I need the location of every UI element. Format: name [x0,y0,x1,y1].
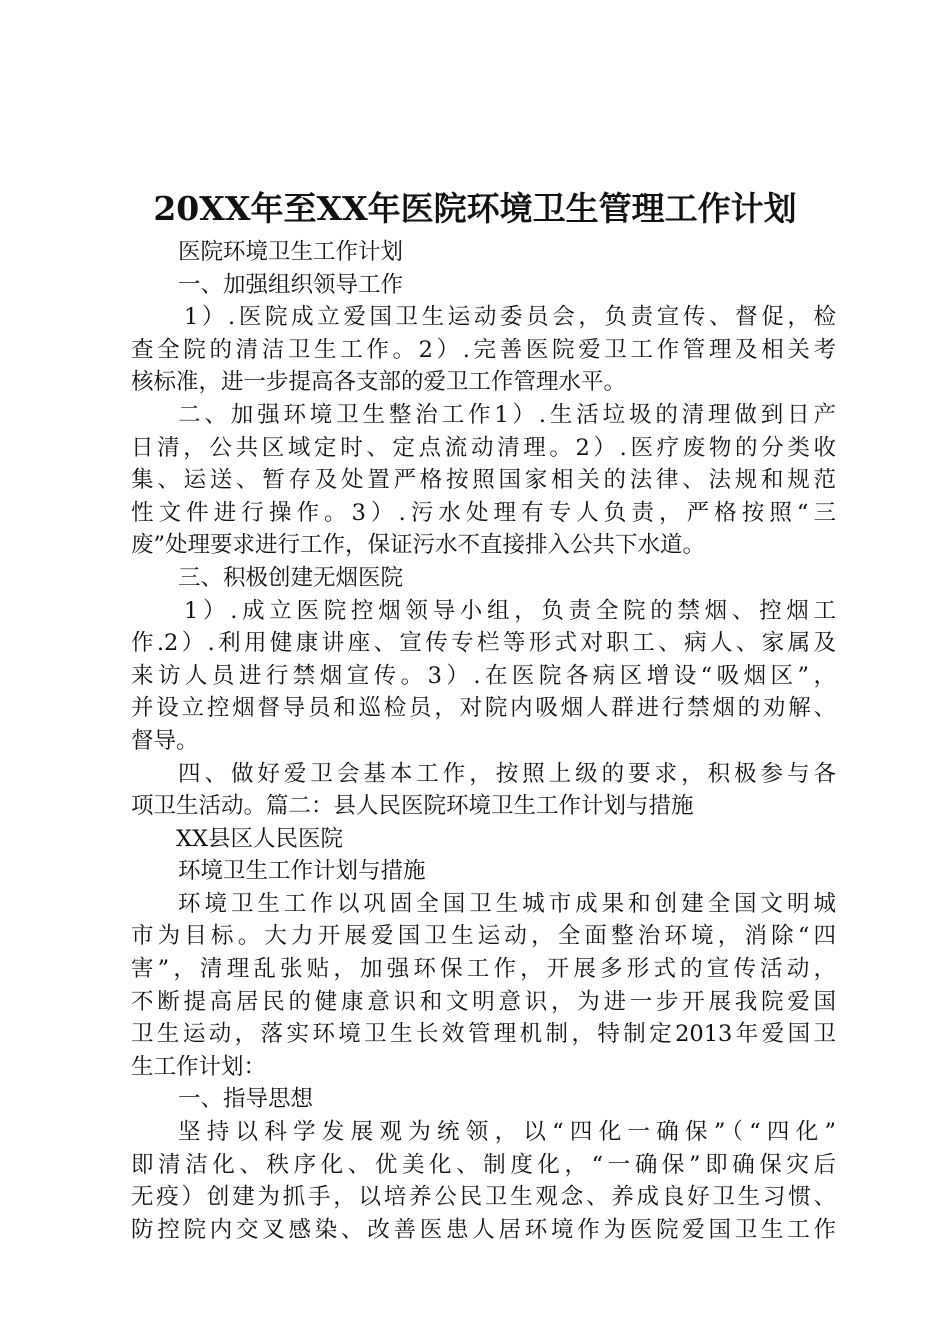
subtitle-line: 环境卫生工作计划与措施 [178,858,426,885]
paragraph-line: 作.2）.利用健康讲座、宣传专栏等形式对职工、病人、家属及 [131,630,836,657]
section-heading: 四、做好爱卫会基本工作，按照上级的要求，积极参与各 [178,760,836,787]
subtitle-line: XX县区人民医院 [176,825,344,852]
paragraph-line: 1）.成立医院控烟领导小组，负责全院的禁烟、控烟工 [184,597,836,624]
document-title: 20XX年至XX年医院环境卫生管理工作计划 [153,189,797,228]
paragraph-line: 卫生运动，落实环境卫生长效管理机制，特制定2013年爱国卫 [131,1021,836,1048]
paragraph-line: 生工作计划： [131,1053,267,1080]
paragraph-line: 日清，公共区域定时、定点流动清理。2）.医疗废物的分类收 [131,434,836,461]
paragraph-line: 医院环境卫生工作计划 [178,239,404,265]
section-heading: 三、积极创建无烟医院 [178,564,404,591]
paragraph-line: 并设立控烟督导员和巡检员，对院内吸烟人群进行禁烟的劝解、 [131,695,836,722]
paragraph-line: 来访人员进行禁烟宣传。3）.在医院各病区增设“吸烟区”， [131,662,836,689]
paragraph-line: 坚持以科学发展观为统领，以“四化一确保”（“四化” [178,1119,836,1146]
paragraph-line: 害”，清理乱张贴，加强环保工作，开展多形式的宣传活动， [131,956,836,983]
paragraph-line: 即清洁化、秩序化、优美化、制度化，“一确保”即确保灾后 [131,1151,836,1178]
document-body [131,236,836,1246]
paragraph-line: 集、运送、暂存及处置严格按照国家相关的法律、法规和规范 [131,467,836,494]
paragraph-line: 督导。 [131,727,199,754]
paragraph-line: 无疫）创建为抓手，以培养公民卫生观念、养成良好卫生习惯、 [131,1184,836,1211]
paragraph-line: 环境卫生工作以巩固全国卫生城市成果和创建全国文明城 [178,890,836,917]
paragraph-line: 不断提高居民的健康意识和文明意识，为进一步开展我院爱国 [131,988,836,1015]
paragraph-line: 1）.医院成立爱国卫生运动委员会，负责宣传、督促，检 [184,304,836,331]
section-heading: 二、加强环境卫生整治工作1）.生活垃圾的清理做到日产 [178,401,836,428]
paragraph-line: 市为目标。大力开展爱国卫生运动，全面整治环境，消除“四 [131,923,836,950]
section-heading: 一、指导思想 [178,1086,314,1113]
paragraph-line: 项卫生活动。篇二：县人民医院环境卫生工作计划与措施 [131,793,694,820]
paragraph-line: 性文件进行操作。3）.污水处理有专人负责，严格按照“三 [131,499,836,526]
paragraph-line: 核标准，进一步提高各支部的爱卫工作管理水平。 [131,369,627,396]
paragraph-line: 废”处理要求进行工作，保证污水不直接排入公共下水道。 [131,532,706,559]
paragraph-line: 查全院的清洁卫生工作。2）.完善医院爱卫工作管理及相关考 [131,336,836,363]
paragraph-line: 防控院内交叉感染、改善医患人居环境作为医院爱国卫生工作 [131,1216,836,1243]
section-heading: 一、加强组织领导工作 [178,271,404,298]
